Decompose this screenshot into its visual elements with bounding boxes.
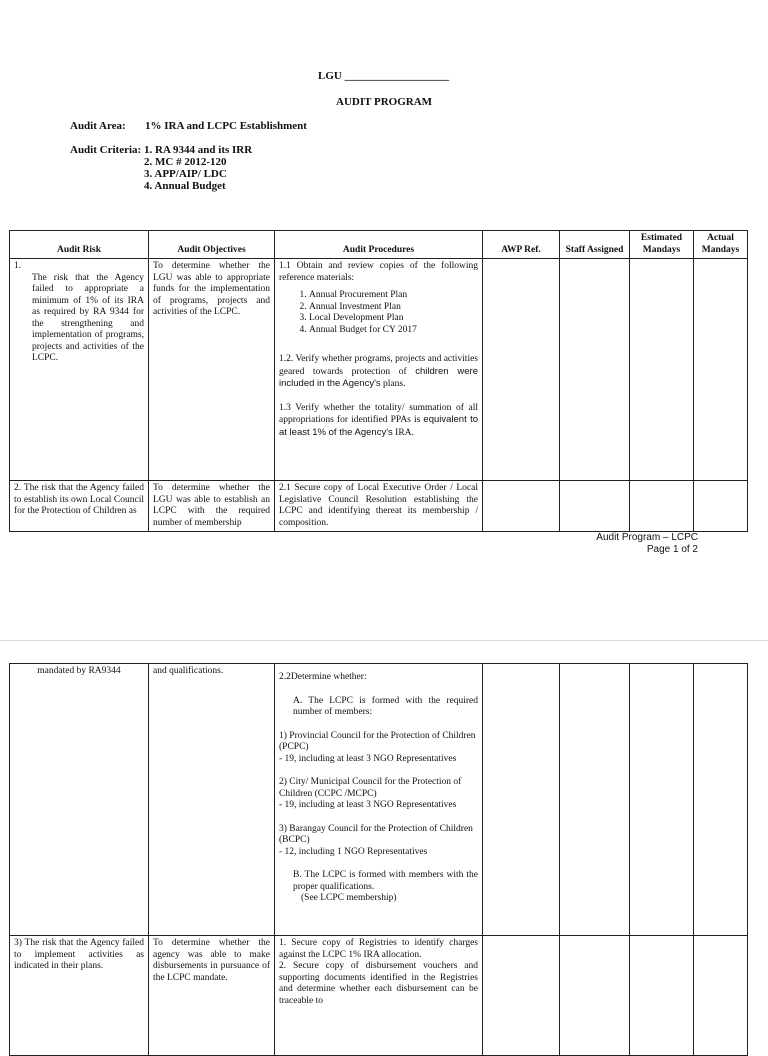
estimated-mandays-cell [630,259,694,481]
procedure-cell [275,936,483,1056]
risk-text: The risk that the Agency failed to appropriate a minimum of 1% of its IRA as required by RA 9344 for the strengthening and implementation of programs, projects and activities of the LCPC. [32,272,144,363]
list-item: 4. Annual Budget for CY 2017 [309,325,478,337]
risk-number: 1. [14,261,22,271]
procedure-2-2-a: A. The LCPC is formed with the required number of members: [293,695,478,717]
table-row [10,481,748,532]
procedure-3-2: 2. Secure copy of disbursement vouchers and supporting documents identified in the Registries and determine whether each disbursement can be traceable to [279,961,478,1006]
procedure-2-2: 2.2Determine whether: [279,672,367,682]
council-barangay: 3) Barangay Council for the Protection of Children (BCPC) [279,823,473,845]
col-staff-assigned: Staff Assigned [560,231,630,259]
audit-table-page2 [9,663,748,1056]
page-footer [596,532,698,556]
col-estimated-mandays: Estimated Mandays [630,231,694,259]
actual-mandays-cell [694,664,748,936]
audit-table-page1 [9,230,748,532]
procedure-cell [275,259,483,481]
audit-criteria-label: Audit Criteria: [70,144,142,156]
procedure-1-1: 1.1 Obtain and review copies of the following reference materials: [279,261,478,283]
lcpc-membership-note: (See LCPC membership) [301,893,397,903]
table-header-row [10,231,748,259]
table-row [10,936,748,1056]
col-audit-procedures: Audit Procedures [275,231,483,259]
criteria-item: 4. Annual Budget [144,180,226,192]
council-provincial-req: - 19, including at least 3 NGO Representatives [279,753,457,764]
list-item: 3. Local Development Plan [309,313,478,325]
col-audit-risk: Audit Risk [10,231,149,259]
criteria-item: 3. APP/AIP/ LDC [144,168,227,180]
staff-assigned-cell [560,664,630,936]
council-barangay-req: - 12, including 1 NGO Representatives [279,846,428,857]
actual-mandays-cell [694,936,748,1056]
estimated-mandays-cell [630,936,694,1056]
footer-title: Audit Program – LCPC [596,532,698,543]
audit-risk-cell: 2. The risk that the Agency failed to establish its own Local Council for the Protection of Children as [10,481,149,532]
list-item: 1. Annual Procurement Plan [309,290,478,302]
estimated-mandays-cell [630,664,694,936]
staff-assigned-cell [560,936,630,1056]
audit-area [70,120,307,132]
council-city-req: - 19, including at least 3 NGO Representatives [279,800,457,810]
estimated-mandays-cell [630,481,694,532]
awp-ref-cell [483,481,560,532]
audit-area-value: 1% IRA and LCPC Establishment [144,120,307,132]
lgu-line: LGU ___________________ [318,70,450,82]
awp-ref-cell [483,259,560,481]
page-2 [0,640,768,1025]
awp-ref-cell [483,664,560,936]
audit-area-label: Audit Area: [70,120,126,132]
objective-cell: To determine whether the LGU was able to establish an LCPC with the required number of membership [149,481,275,532]
council-provincial: 1) Provincial Council for the Protection of Children (PCPC) [279,730,476,752]
procedure-1-3: 1.3 Verify whether the totality/ summation of all appropriations for identified PPAs is equivalent to at least 1% of the Agency's IRA. [279,402,478,438]
reference-materials-list [279,290,478,336]
table-row [10,259,748,481]
actual-mandays-cell [694,259,748,481]
document-title: AUDIT PROGRAM [336,96,433,108]
procedure-2-2-b: B. The LCPC is formed with members with the proper qualifications. [293,870,478,892]
col-awp-ref: AWP Ref. [483,231,560,259]
council-city: 2) City/ Municipal Council for the Protection of Children (CCPC /MCPC) [279,777,462,799]
awp-ref-cell [483,936,560,1056]
criteria-item: 2. MC # 2012-120 [144,156,227,168]
audit-risk-cell [10,259,149,481]
audit-risk-cell: 3) The risk that the Agency failed to implement activities as indicated in their plans. [10,936,149,1056]
col-audit-objectives: Audit Objectives [149,231,275,259]
staff-assigned-cell [560,259,630,481]
criteria-item: 1. RA 9344 and its IRR [144,144,253,156]
actual-mandays-cell [694,481,748,532]
table-row [10,664,748,936]
procedure-3-1: 1. Secure copy of Registries to identify charges against the LCPC 1% IRA allocation. [279,938,478,960]
audit-criteria [70,144,252,192]
list-item: 2. Annual Investment Plan [309,302,478,314]
objective-cell: and qualifications. [149,664,275,936]
objective-cell: To determine whether the agency was able to make disbursements in pursuance of the LCPC mandate. [149,936,275,1056]
objective-cell: To determine whether the LGU was able to appropriate funds for the implementation of programs, projects and activities of the LCPC. [149,259,275,481]
audit-risk-cell: mandated by RA9344 [10,664,149,936]
staff-assigned-cell [560,481,630,532]
col-actual-mandays: Actual Mandays [694,231,748,259]
procedure-1-2: 1.2. Verify whether programs, projects and activities geared towards protection of children were included in the Agency's plans. [279,354,479,389]
footer-page-number: Page 1 of 2 [646,544,698,555]
procedure-cell: 2.1 Secure copy of Local Executive Order / Local Legislative Council Resolution establishing the LCPC and identifying thereat its membership / composition. [275,481,483,532]
procedure-cell [275,664,483,936]
